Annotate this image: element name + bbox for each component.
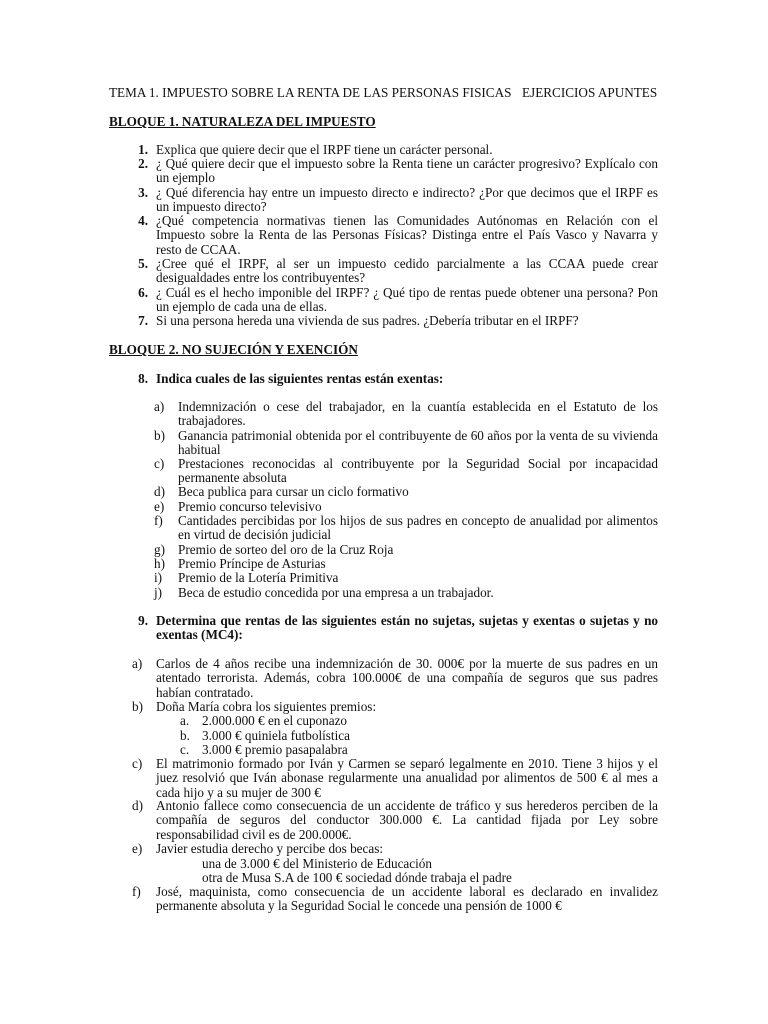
option-text: Beca de estudio concedida por una empresa a un trabajador. [178, 585, 494, 600]
question-text: ¿ Qué diferencia hay entre un impuesto directo e indirecto? ¿Por que decimos que el IRPF es un impuesto directo? [156, 185, 658, 215]
option-text: Premio concurso televisivo [178, 499, 322, 514]
beca-line: otra de Musa S.A de 100 € sociedad dónde trabaja el padre [202, 870, 512, 885]
question-text: Determina que rentas de las siguientes están no sujetas, sujetas y exentas o sujetas y no exentas (MC4): [156, 613, 658, 643]
question-number: 5. [138, 256, 148, 271]
question-text: Si una persona hereda una vivienda de sus padres. ¿Debería tributar en el IRPF? [156, 313, 579, 328]
case-letter: f) [132, 884, 141, 899]
sub-letter: a. [180, 713, 190, 728]
case-letter: d) [132, 798, 143, 813]
case-letter: e) [132, 841, 143, 856]
option-text: Indemnización o cese del trabajador, en la cuantía establecida en el Estatuto de los trabajadores. [178, 399, 658, 429]
option-letter: d) [154, 484, 165, 499]
question-number: 1. [138, 142, 148, 157]
question-number: 9. [138, 613, 148, 628]
question-text: ¿Qué competencia normativas tienen las Comunidades Autónomas en Relación con el Impuesto sobre la Renta de las Personas Físicas? Distinga entre el País Vasco y Navarra y resto de CCAA. [156, 213, 658, 257]
option-letter: h) [154, 556, 165, 571]
option-letter: b) [154, 428, 165, 443]
question-number: 7. [138, 313, 148, 328]
option-text: Beca publica para cursar un ciclo formativo [178, 484, 409, 499]
question-number: 2. [138, 156, 148, 171]
beca-line: una de 3.000 € del Ministerio de Educación [202, 856, 432, 871]
case-text: Carlos de 4 años recibe una indemnización de 30. 000€ por la muerte de sus padres en un atentado terrorista. Además, cobra 100.000€ de una compañía de seguros que sus padres habían contratado. [156, 656, 658, 700]
bloque1-heading: BLOQUE 1. NATURALEZA DEL IMPUESTO [109, 114, 376, 129]
option-letter: e) [154, 499, 165, 514]
option-text: Ganancia patrimonial obtenida por el contribuyente de 60 años por la venta de su vivienda habitual [178, 428, 658, 458]
option-letter: g) [154, 542, 165, 557]
question-number: 8. [138, 371, 148, 386]
question-text: ¿Cree qué el IRPF, al ser un impuesto cedido parcialmente a las CCAA puede crear desigualdades entre los contribuyentes? [156, 256, 658, 286]
question-text: Indica cuales de las siguientes rentas están exentas: [156, 371, 444, 386]
case-letter: c) [132, 756, 143, 771]
case-letter: a) [132, 656, 143, 671]
option-letter: c) [154, 456, 165, 471]
question-text: Explica que quiere decir que el IRPF tiene un carácter personal. [156, 142, 493, 157]
question-text: ¿ Qué quiere decir que el impuesto sobre la Renta tiene un carácter progresivo? Explícalo con un ejemplo [156, 156, 658, 186]
option-text: Premio de la Lotería Primitiva [178, 570, 339, 585]
case-text: Doña María cobra los siguientes premios: [156, 699, 377, 714]
option-text: Premio de sorteo del oro de la Cruz Roja [178, 542, 394, 557]
sub-letter: c. [180, 742, 190, 757]
option-text: Prestaciones reconocidas al contribuyente por la Seguridad Social por incapacidad permanente absoluta [178, 456, 658, 486]
case-letter: b) [132, 699, 143, 714]
option-letter: a) [154, 399, 165, 414]
question-text: ¿ Cuál es el hecho imponible del IRPF? ¿ Qué tipo de rentas puede obtener una persona? Pon un ejemplo de cada una de ellas. [156, 285, 658, 315]
option-letter: j) [154, 585, 163, 600]
case-text: El matrimonio formado por Iván y Carmen se separó legalmente en 2010. Tiene 3 hijos y el juez resolvió que Iván abonase regularmente una anualidad por alimentos de 500 € al mes a cada hijo y a su mujer de 300 € [156, 756, 658, 800]
case-text: Antonio fallece como consecuencia de un accidente de tráfico y sus herederos perciben de la compañía de seguros del conductor 300.000 €. La cantidad fijada por Ley sobre responsabilidad civil es de 200.000€. [156, 798, 658, 842]
case-text: José, maquinista, como consecuencia de un accidente laboral es declarado en invalidez permanente absoluta y la Seguridad Social le concede una pensión de 1000 € [156, 884, 658, 914]
case-text: Javier estudia derecho y percibe dos becas: [156, 841, 384, 856]
sub-text: 2.000.000 € en el cuponazo [202, 713, 348, 728]
question-number: 6. [138, 285, 148, 300]
option-text: Cantidades percibidas por los hijos de sus padres en concepto de anualidad por alimentos en virtud de decisión judicial [178, 513, 658, 543]
option-letter: i) [154, 570, 163, 585]
question-number: 4. [138, 213, 148, 228]
sub-text: 3.000 € quiniela futbolística [202, 728, 350, 743]
document-subtitle: EJERCICIOS APUNTES [522, 85, 658, 100]
sub-letter: b. [180, 728, 190, 743]
sub-text: 3.000 € premio pasapalabra [202, 742, 348, 757]
question-number: 3. [138, 185, 148, 200]
option-letter: f) [154, 513, 163, 528]
bloque2-heading: BLOQUE 2. NO SUJECIÓN Y EXENCIÓN [109, 342, 358, 357]
document-title: TEMA 1. IMPUESTO SOBRE LA RENTA DE LAS PERSONAS FISICAS [109, 85, 512, 100]
option-text: Premio Príncipe de Asturias [178, 556, 326, 571]
